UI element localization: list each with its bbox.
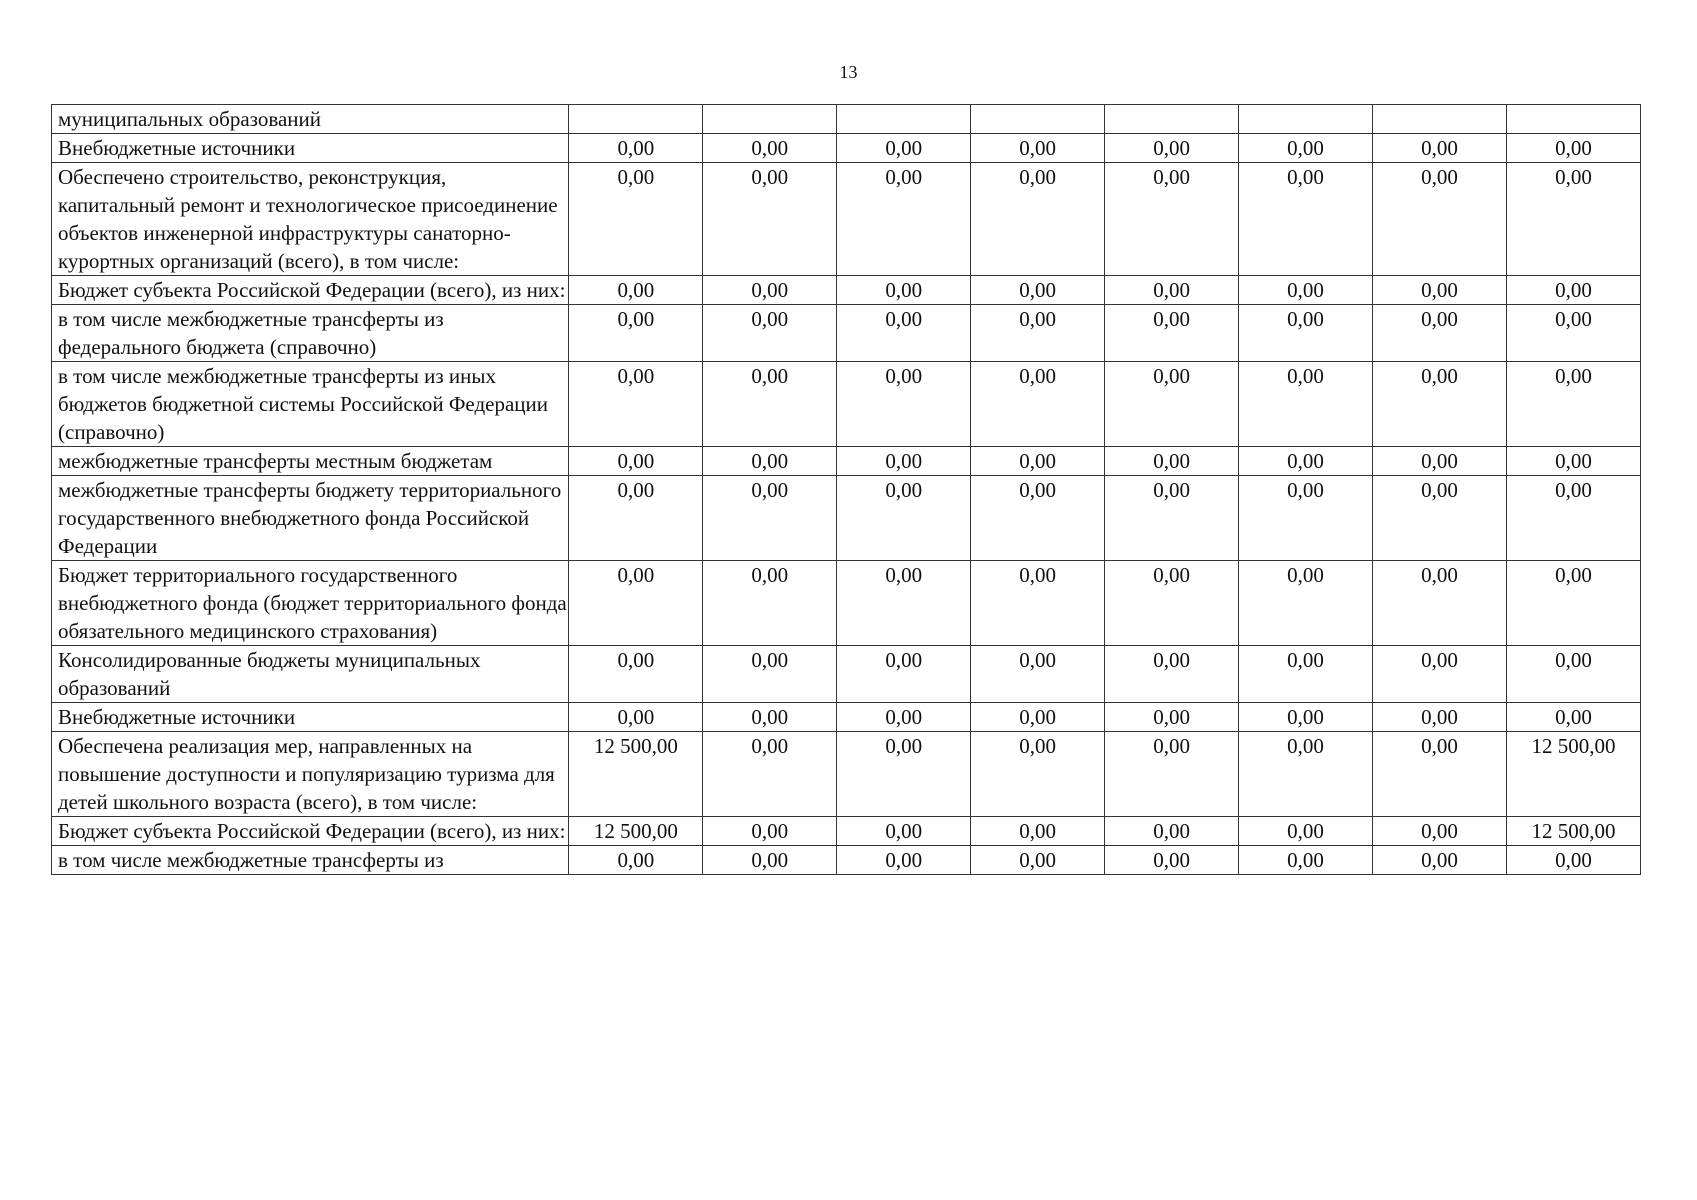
- value-cell: 0,00: [837, 362, 971, 447]
- value-cell: 0,00: [569, 476, 703, 561]
- value-cell: 0,00: [1506, 476, 1640, 561]
- value-cell: 0,00: [1373, 362, 1507, 447]
- value-cell: 0,00: [569, 447, 703, 476]
- value-cell: 0,00: [569, 276, 703, 305]
- value-cell: 0,00: [837, 476, 971, 561]
- value-cell: 12 500,00: [1506, 817, 1640, 846]
- table-row: [52, 476, 1641, 561]
- table-row: [52, 276, 1641, 305]
- value-cell: 0,00: [703, 561, 837, 646]
- value-cell: 0,00: [703, 276, 837, 305]
- value-cell: 0,00: [837, 846, 971, 875]
- value-cell: [971, 105, 1105, 134]
- value-cell: 0,00: [1506, 447, 1640, 476]
- value-cell: 12 500,00: [1506, 732, 1640, 817]
- table-row: [52, 846, 1641, 875]
- value-cell: 0,00: [1239, 846, 1373, 875]
- value-cell: 0,00: [1373, 732, 1507, 817]
- value-cell: 0,00: [971, 276, 1105, 305]
- budget-table: [51, 104, 1641, 875]
- value-cell: 0,00: [1105, 817, 1239, 846]
- row-label: Внебюджетные источники: [52, 134, 569, 163]
- value-cell: 0,00: [703, 447, 837, 476]
- value-cell: 0,00: [1373, 447, 1507, 476]
- table-row: [52, 817, 1641, 846]
- value-cell: 0,00: [1506, 276, 1640, 305]
- value-cell: 0,00: [1239, 817, 1373, 846]
- row-label: Обеспечено строительство, реконструкция, капитальный ремонт и технологическое присоединение объектов инженерной инфраструктуры санаторно-курортных организаций (всего), в том числе:: [52, 163, 569, 276]
- value-cell: 0,00: [1506, 703, 1640, 732]
- value-cell: 0,00: [569, 703, 703, 732]
- row-label: Бюджет территориального государственного внебюджетного фонда (бюджет территориального фонда обязательного медицинского страхования): [52, 561, 569, 646]
- value-cell: 0,00: [837, 447, 971, 476]
- value-cell: 0,00: [703, 817, 837, 846]
- value-cell: 0,00: [1506, 362, 1640, 447]
- value-cell: 0,00: [1239, 646, 1373, 703]
- value-cell: 0,00: [1105, 732, 1239, 817]
- value-cell: 0,00: [971, 646, 1105, 703]
- value-cell: [1105, 105, 1239, 134]
- value-cell: 0,00: [837, 646, 971, 703]
- value-cell: 0,00: [971, 846, 1105, 875]
- row-label: Консолидированные бюджеты муниципальных образований: [52, 646, 569, 703]
- value-cell: 0,00: [1239, 447, 1373, 476]
- row-label: Внебюджетные источники: [52, 703, 569, 732]
- value-cell: 12 500,00: [569, 732, 703, 817]
- value-cell: 0,00: [971, 476, 1105, 561]
- table-row: [52, 362, 1641, 447]
- value-cell: 0,00: [1105, 305, 1239, 362]
- page-number: 13: [839, 62, 858, 82]
- value-cell: 0,00: [837, 732, 971, 817]
- value-cell: 0,00: [837, 276, 971, 305]
- value-cell: 0,00: [1105, 703, 1239, 732]
- value-cell: 0,00: [569, 646, 703, 703]
- value-cell: 0,00: [1373, 561, 1507, 646]
- value-cell: 0,00: [1506, 561, 1640, 646]
- value-cell: 0,00: [971, 817, 1105, 846]
- value-cell: 0,00: [1373, 846, 1507, 875]
- value-cell: 0,00: [1239, 134, 1373, 163]
- value-cell: 0,00: [703, 703, 837, 732]
- value-cell: 0,00: [1105, 646, 1239, 703]
- value-cell: 0,00: [1105, 276, 1239, 305]
- value-cell: 0,00: [971, 732, 1105, 817]
- value-cell: [569, 105, 703, 134]
- value-cell: 0,00: [1239, 561, 1373, 646]
- value-cell: 0,00: [1239, 305, 1373, 362]
- table-row: [52, 646, 1641, 703]
- value-cell: 0,00: [703, 305, 837, 362]
- table-row: [52, 561, 1641, 646]
- value-cell: 0,00: [971, 305, 1105, 362]
- value-cell: 0,00: [569, 846, 703, 875]
- value-cell: 0,00: [1239, 476, 1373, 561]
- value-cell: 0,00: [1506, 305, 1640, 362]
- value-cell: 12 500,00: [569, 817, 703, 846]
- value-cell: 0,00: [1373, 276, 1507, 305]
- value-cell: [1239, 105, 1373, 134]
- value-cell: 0,00: [703, 476, 837, 561]
- value-cell: 0,00: [1373, 305, 1507, 362]
- value-cell: 0,00: [837, 703, 971, 732]
- row-label: Бюджет субъекта Российской Федерации (всего), из них:: [52, 276, 569, 305]
- value-cell: 0,00: [569, 362, 703, 447]
- value-cell: 0,00: [569, 134, 703, 163]
- value-cell: 0,00: [971, 163, 1105, 276]
- value-cell: 0,00: [569, 163, 703, 276]
- value-cell: [1373, 105, 1507, 134]
- value-cell: 0,00: [1506, 646, 1640, 703]
- value-cell: 0,00: [837, 305, 971, 362]
- value-cell: 0,00: [837, 817, 971, 846]
- value-cell: 0,00: [971, 134, 1105, 163]
- row-label: муниципальных образований: [52, 105, 569, 134]
- value-cell: 0,00: [1239, 703, 1373, 732]
- value-cell: 0,00: [569, 561, 703, 646]
- value-cell: 0,00: [1239, 732, 1373, 817]
- value-cell: 0,00: [1506, 163, 1640, 276]
- value-cell: 0,00: [1105, 163, 1239, 276]
- value-cell: 0,00: [971, 447, 1105, 476]
- value-cell: [703, 105, 837, 134]
- row-label: Бюджет субъекта Российской Федерации (всего), из них:: [52, 817, 569, 846]
- row-label: межбюджетные трансферты местным бюджетам: [52, 447, 569, 476]
- value-cell: 0,00: [1105, 846, 1239, 875]
- row-label: в том числе межбюджетные трансферты из иных бюджетов бюджетной системы Российской Федерации (справочно): [52, 362, 569, 447]
- row-label: Обеспечена реализация мер, направленных на повышение доступности и популяризацию туризма для детей школьного возраста (всего), в том числе:: [52, 732, 569, 817]
- table-row: [52, 703, 1641, 732]
- value-cell: 0,00: [837, 134, 971, 163]
- value-cell: 0,00: [1105, 362, 1239, 447]
- table-row: [52, 105, 1641, 134]
- table-row: [52, 134, 1641, 163]
- value-cell: 0,00: [1373, 703, 1507, 732]
- table-row: [52, 447, 1641, 476]
- value-cell: 0,00: [703, 646, 837, 703]
- value-cell: 0,00: [837, 561, 971, 646]
- value-cell: 0,00: [971, 362, 1105, 447]
- value-cell: [1506, 105, 1640, 134]
- value-cell: 0,00: [1105, 134, 1239, 163]
- value-cell: 0,00: [1373, 163, 1507, 276]
- value-cell: 0,00: [1239, 362, 1373, 447]
- row-label: межбюджетные трансферты бюджету территориального государственного внебюджетного фонда Российской Федерации: [52, 476, 569, 561]
- value-cell: 0,00: [1105, 447, 1239, 476]
- value-cell: 0,00: [1373, 476, 1507, 561]
- value-cell: 0,00: [1105, 561, 1239, 646]
- value-cell: 0,00: [703, 134, 837, 163]
- row-label: в том числе межбюджетные трансферты из: [52, 846, 569, 875]
- value-cell: 0,00: [703, 846, 837, 875]
- value-cell: 0,00: [703, 362, 837, 447]
- value-cell: 0,00: [1506, 134, 1640, 163]
- value-cell: 0,00: [1105, 476, 1239, 561]
- table-row: [52, 732, 1641, 817]
- value-cell: 0,00: [703, 163, 837, 276]
- value-cell: 0,00: [1373, 134, 1507, 163]
- value-cell: 0,00: [1239, 276, 1373, 305]
- budget-table-body: [52, 105, 1641, 875]
- table-row: [52, 305, 1641, 362]
- value-cell: 0,00: [1239, 163, 1373, 276]
- table-row: [52, 163, 1641, 276]
- value-cell: 0,00: [837, 163, 971, 276]
- value-cell: 0,00: [971, 561, 1105, 646]
- value-cell: 0,00: [1506, 846, 1640, 875]
- value-cell: 0,00: [703, 732, 837, 817]
- value-cell: 0,00: [569, 305, 703, 362]
- value-cell: [837, 105, 971, 134]
- value-cell: 0,00: [971, 703, 1105, 732]
- row-label: в том числе межбюджетные трансферты из федерального бюджета (справочно): [52, 305, 569, 362]
- value-cell: 0,00: [1373, 646, 1507, 703]
- value-cell: 0,00: [1373, 817, 1507, 846]
